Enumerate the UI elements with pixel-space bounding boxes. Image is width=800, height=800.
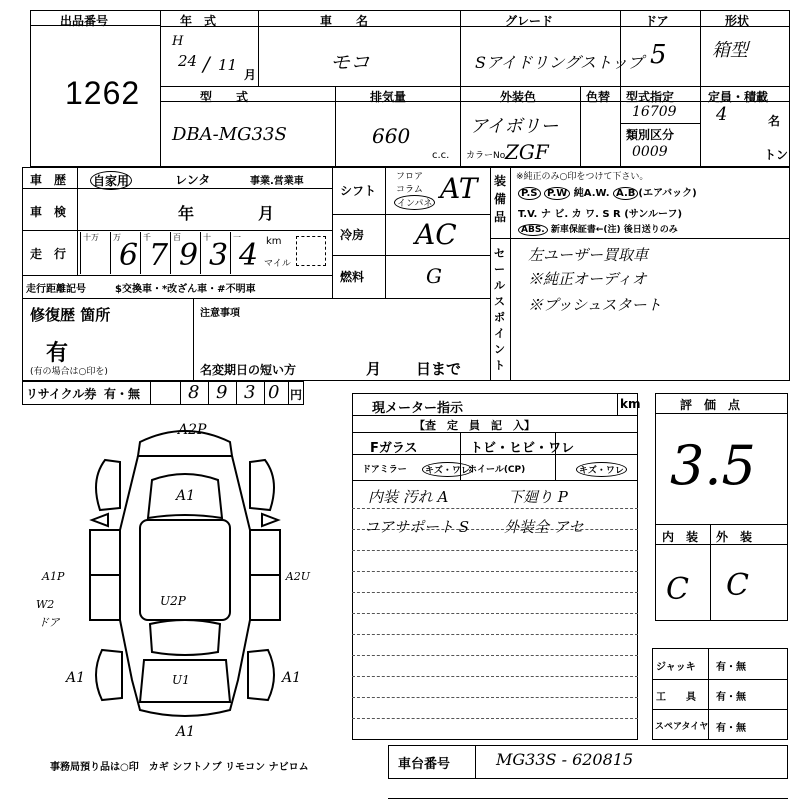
mark-left-rear: A1 (66, 670, 86, 686)
car-diagram (36, 420, 310, 740)
recycle-label: リサイクル券 (26, 387, 97, 401)
ruled-line (352, 592, 638, 593)
ac-value: AC (415, 218, 457, 251)
note-2-right: 外装全 アセ (504, 518, 584, 536)
wheel-options[interactable]: キズ・ワレ (576, 462, 627, 477)
jack-label: ジャッキ (656, 662, 696, 673)
mileage-cell (200, 232, 230, 274)
mileage-digit: 9 (179, 238, 199, 273)
mileage-cell (140, 232, 170, 274)
recycle-digit-3: 3 (244, 382, 256, 403)
inspection-month: 月 (258, 204, 275, 223)
inspection-label: 車 検 (30, 205, 67, 219)
own-use-option[interactable]: 自家用 (90, 171, 132, 190)
interior-label: 内 装 (662, 530, 699, 544)
equipment-row1: P.S P.W 純A.W. A.B (エアバック) (518, 184, 697, 200)
chassis-value: MG33S - 620815 (496, 750, 634, 769)
mileage-unit-label: 十 (203, 233, 211, 242)
displacement-value: 660 (372, 124, 411, 148)
sales-point-2: ※純正オーディオ (528, 270, 647, 288)
tools-option[interactable]: 有・無 (716, 692, 746, 703)
color-no-label: カラーNo. (466, 151, 508, 161)
sales-point-1: 左ユーザー買取車 (528, 246, 649, 264)
repair-value: 有 (46, 341, 69, 366)
equipment-label: 装備品 (494, 174, 507, 224)
car-name-label: 車 名 (320, 14, 369, 28)
tools-label: 工 具 (656, 692, 696, 703)
mileage-unit-label: 一 (233, 233, 241, 242)
ruled-line (352, 676, 638, 677)
ruled-line (352, 655, 638, 656)
doors-label: ドア (645, 14, 669, 28)
mile-box[interactable] (296, 236, 326, 266)
mileage-record-label: 走行距離記号 (26, 284, 86, 295)
ruled-line (352, 571, 638, 572)
ruled-line (352, 634, 638, 635)
spare-option[interactable]: 有・無 (716, 723, 746, 734)
history-label: 車 歴 (30, 173, 67, 187)
caution-label: 注意事項 (200, 308, 240, 319)
mileage-digit: 6 (119, 238, 139, 273)
shift-value: AT (440, 172, 478, 205)
category-value: 0009 (632, 144, 668, 160)
ruled-line (352, 550, 638, 551)
ruled-line (352, 697, 638, 698)
sales-points-label: セールスポイント (494, 247, 505, 372)
mileage-digit: 7 (149, 238, 169, 273)
year-label: 年 式 (180, 14, 217, 28)
mileage-record-options: $交換車・*改ざん車・#不明車 (115, 284, 256, 295)
chassis-label: 車台番号 (398, 757, 451, 772)
exterior-value: C (726, 568, 749, 603)
repaint-label: 色替 (586, 90, 611, 104)
equipment-row2: T.V. ナ ビ. カ ワ. S R (サンルーフ) (518, 209, 683, 220)
exterior-color-label: 外装色 (500, 90, 537, 104)
km-label: km (266, 236, 282, 247)
ruled-line (352, 718, 638, 719)
equipment-row3: ABS. 新車保証書←(注) 後日送りのみ (518, 222, 678, 236)
ruled-line (352, 508, 638, 509)
equipment-note: ※純正のみ○印をつけて下さい。 (516, 172, 649, 182)
lot-label: 出品番号 (60, 14, 109, 28)
mirror-options[interactable]: キズ・ワレ (422, 462, 473, 477)
mirror-label: ドアミラー (362, 465, 407, 475)
shape-value: 箱型 (712, 40, 748, 61)
exterior-color-value: アイボリー (470, 116, 559, 137)
year-slash: / (203, 52, 210, 76)
mark-left-door-2: ドア (38, 616, 60, 629)
recycle-digit-4: 0 (268, 382, 280, 403)
grade-label: グレード (505, 14, 554, 28)
displacement-unit: c.c. (432, 150, 450, 161)
year-value: 24 (178, 52, 198, 70)
inspector-header: 【査 定 員 記 入】 (414, 419, 535, 432)
mileage-cell (110, 232, 140, 274)
note-1-right: 下廻り P (508, 488, 568, 506)
shift-floor[interactable]: フロア (396, 172, 424, 182)
mileage-digit: 3 (209, 238, 229, 273)
mark-right-rear: A1 (282, 670, 302, 686)
lot-number: 1262 (65, 75, 141, 111)
sales-point-3: ※プッシュスタート (528, 296, 662, 314)
mileage-unit-label: 百 (173, 233, 181, 242)
model-value: DBA-MG33S (172, 124, 287, 145)
shape-label: 形状 (725, 14, 750, 28)
model-label: 型 式 (200, 90, 249, 104)
car-name-value: モコ (330, 50, 370, 74)
mileage-unit-label: 千 (143, 233, 151, 242)
load-unit: トン (764, 148, 789, 162)
glass-options[interactable]: トビ・ヒビ・ワレ (470, 441, 575, 456)
kept-items: 事務局預り品は○印 カギ シフトノブ リモコン ナビロム (50, 762, 309, 773)
spare-label: スペアタイヤ (655, 722, 709, 732)
mark-bottom: A1 (176, 724, 196, 740)
mark-front: A2P (178, 422, 207, 438)
shift-column[interactable]: コラム (396, 185, 423, 195)
mileage-cell (170, 232, 200, 274)
mark-rear: U1 (172, 673, 190, 687)
glass-label: Fガラス (370, 441, 418, 456)
capacity-label: 定員・積載 (708, 90, 769, 104)
displacement-label: 排気量 (370, 90, 407, 104)
inspection-year: 年 (178, 204, 195, 223)
shift-label: シフト (340, 184, 377, 198)
mileage-cell (230, 232, 260, 274)
score-value: 3.5 (670, 434, 756, 497)
mark-roof: U2P (160, 594, 186, 608)
mile-label: マイル (264, 259, 291, 269)
mileage-cell (80, 232, 110, 274)
recycle-yen: 円 (290, 388, 303, 402)
recycle-digit-2: 9 (216, 382, 228, 403)
mileage-digit: 4 (239, 238, 259, 273)
fuel-label: 燃料 (340, 270, 365, 284)
shift-inpane[interactable]: インパネ (394, 195, 435, 210)
business-option[interactable]: 事業.営業車 (250, 176, 304, 187)
type-spec-value: 16709 (632, 104, 677, 120)
mark-left-front: A1P (42, 570, 65, 583)
recycle-digit-1: 8 (188, 382, 200, 403)
mark-left-door-1: W2 (36, 598, 55, 611)
fuel-value: G (426, 264, 442, 288)
type-spec-label: 型式指定 (626, 90, 675, 104)
color-no-value: ZGF (505, 140, 549, 164)
name-change-label: 名変期日の短い方 (200, 363, 297, 377)
name-change-month: 月 (366, 360, 382, 378)
month-unit: 月 (244, 68, 257, 82)
exterior-label: 外 装 (716, 530, 753, 544)
wheel-label: ホイール(CP) (468, 465, 526, 475)
doors-value: 5 (650, 40, 667, 70)
category-label: 類別区分 (626, 128, 675, 142)
capacity-unit: 名 (768, 114, 781, 128)
note-2-left: コアサポート S (364, 518, 470, 536)
mileage-label: 走 行 (30, 247, 67, 261)
repair-label: 修復歴 箇所 (30, 306, 111, 324)
ac-label: 冷房 (340, 228, 365, 242)
score-label: 評 価 点 (680, 398, 741, 412)
meter-unit: km (620, 397, 641, 411)
grade-value: Sアイドリングストップ (475, 53, 644, 72)
mark-right-front: A2U (285, 570, 310, 583)
interior-value: C (666, 572, 689, 607)
repair-note: (有の場合は○印を) (30, 367, 108, 377)
month-value: 11 (218, 56, 238, 74)
ruled-line (352, 613, 638, 614)
note-1-left: 内装 汚れ A (368, 488, 449, 506)
meter-label: 現メーター指示 (372, 401, 464, 416)
name-change-day: 日まで (416, 360, 462, 378)
capacity-value: 4 (716, 104, 728, 125)
mileage-unit-label: 十万 (83, 233, 99, 242)
rental-option[interactable]: レンタ (175, 173, 211, 187)
jack-option[interactable]: 有・無 (716, 662, 746, 673)
mileage-unit-label: 万 (113, 233, 121, 242)
mark-hood: A1 (176, 488, 196, 504)
year-era: H (172, 34, 184, 49)
recycle-yes-no[interactable]: 有・無 (104, 387, 141, 401)
